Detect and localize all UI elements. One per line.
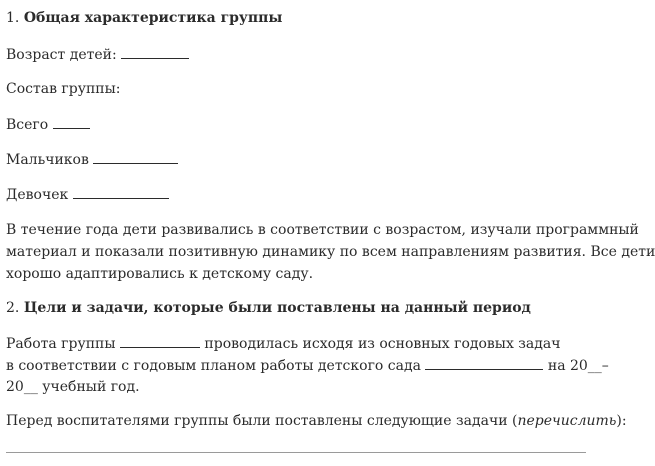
girls-blank	[73, 184, 169, 199]
girls-label: Девочек	[6, 187, 69, 203]
age-blank	[121, 44, 189, 59]
work-line-1	[6, 333, 561, 355]
composition-label: Состав группы:	[6, 81, 121, 97]
boys-label: Мальчиков	[6, 152, 89, 168]
girls-line	[6, 184, 169, 206]
work-line-2	[6, 355, 609, 377]
work-text-1: Работа группы	[6, 336, 116, 352]
age-line	[6, 44, 189, 66]
section-2-number: 2.	[6, 300, 20, 316]
tasks-line	[6, 411, 627, 432]
plan-blank	[425, 355, 543, 370]
summary-line-2: материал и показали позитивную динамику по всем направлениям развития. Все дети	[6, 244, 655, 260]
total-blank	[53, 114, 90, 129]
boys-blank	[93, 149, 178, 164]
tasks-answer-line	[6, 452, 586, 453]
tasks-text-1: Перед воспитателями группы были поставлены следующие задачи (	[6, 413, 518, 429]
section-1-title: Общая характеристика группы	[23, 10, 283, 26]
section-2-title: Цели и задачи, которые были поставлены на данный период	[23, 300, 531, 316]
total-label: Всего	[6, 117, 49, 133]
section-2-heading	[6, 298, 531, 319]
summary-line-1: В течение года дети развивались в соответствии с возрастом, изучали программный	[6, 222, 639, 238]
work-text-2: проводилась исходя из основных годовых задач	[204, 336, 561, 352]
section-1-number: 1.	[6, 10, 20, 26]
total-line	[6, 114, 90, 136]
boys-line	[6, 149, 178, 171]
work-text-3: в соответствии с годовым планом работы детского сада	[6, 358, 421, 374]
work-text-4: на 20__–	[547, 358, 609, 374]
tasks-emphasis: перечислить	[517, 413, 617, 429]
work-line-3: 20__ учебный год.	[6, 379, 140, 395]
group-name-blank	[120, 333, 200, 348]
tasks-text-2: ):	[616, 413, 627, 429]
section-1-heading	[6, 8, 282, 29]
age-label: Возраст детей:	[6, 47, 117, 63]
summary-line-3: хорошо адаптировались к детскому саду.	[6, 266, 314, 282]
